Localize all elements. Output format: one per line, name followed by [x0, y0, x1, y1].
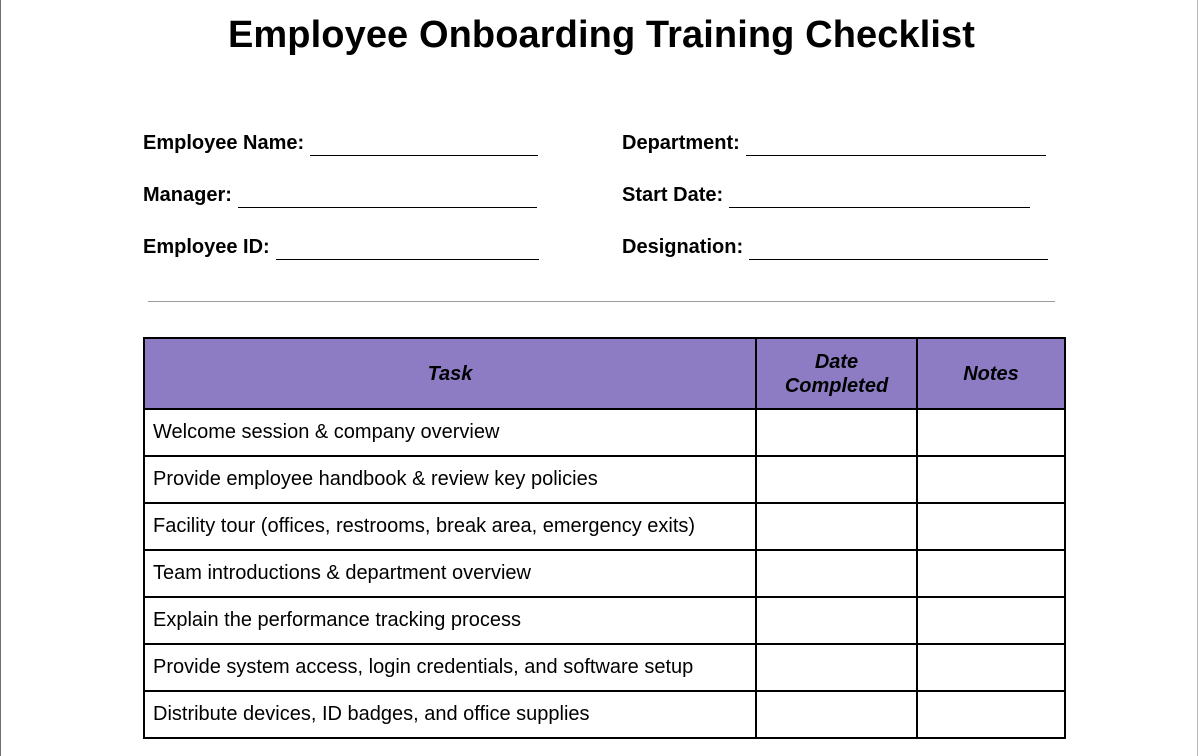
- date-completed-cell[interactable]: [756, 644, 917, 691]
- employee-id-label: Employee ID:: [143, 236, 270, 258]
- table-row: [144, 456, 1065, 503]
- date-completed-cell[interactable]: [756, 409, 917, 456]
- date-header-line2: Completed: [784, 374, 889, 397]
- section-divider: [148, 301, 1055, 302]
- manager-label: Manager:: [143, 184, 232, 206]
- start-date-line[interactable]: [729, 185, 1030, 208]
- task-cell: Welcome session & company overview: [144, 409, 756, 456]
- date-header-line1: Date: [814, 350, 859, 373]
- start-date-label: Start Date:: [622, 184, 724, 206]
- employee-id-line[interactable]: [276, 237, 539, 260]
- onboarding-checklist-table: [143, 337, 1066, 739]
- date-completed-cell[interactable]: [756, 503, 917, 550]
- date-completed-column-header: [756, 338, 917, 409]
- date-completed-cell[interactable]: [756, 550, 917, 597]
- table-row: [144, 597, 1065, 644]
- notes-cell[interactable]: [917, 550, 1065, 597]
- manager-line[interactable]: [238, 185, 537, 208]
- task-cell: Provide employee handbook & review key policies: [144, 456, 756, 503]
- task-column-header: [144, 338, 756, 409]
- designation-line[interactable]: [749, 237, 1048, 260]
- table-row: [144, 503, 1065, 550]
- notes-cell[interactable]: [917, 644, 1065, 691]
- manager-field: [143, 180, 537, 208]
- task-cell: Facility tour (offices, restrooms, break area, emergency exits): [144, 503, 756, 550]
- notes-cell[interactable]: [917, 691, 1065, 738]
- notes-cell[interactable]: [917, 456, 1065, 503]
- task-cell: Team introductions & department overview: [144, 550, 756, 597]
- employee-name-field: [143, 128, 538, 156]
- notes-column-header: [917, 338, 1065, 409]
- notes-cell[interactable]: [917, 409, 1065, 456]
- employee-name-label: Employee Name:: [143, 132, 305, 154]
- table-row: [144, 691, 1065, 738]
- notes-header-label: Notes: [963, 362, 1019, 385]
- task-cell: Provide system access, login credentials, and software setup: [144, 644, 756, 691]
- employee-name-line[interactable]: [310, 133, 538, 156]
- table-row: [144, 550, 1065, 597]
- date-completed-cell[interactable]: [756, 456, 917, 503]
- table-row: [144, 409, 1065, 456]
- page-title: Employee Onboarding Training Checklist: [227, 14, 976, 56]
- start-date-field: [622, 180, 1030, 208]
- designation-field: [622, 232, 1048, 260]
- department-line[interactable]: [746, 133, 1046, 156]
- notes-cell[interactable]: [917, 597, 1065, 644]
- task-cell: Explain the performance tracking process: [144, 597, 756, 644]
- notes-cell[interactable]: [917, 503, 1065, 550]
- table-row: [144, 644, 1065, 691]
- designation-label: Designation:: [622, 236, 744, 258]
- task-header-label: Task: [427, 362, 473, 385]
- department-field: [622, 128, 1046, 156]
- task-cell: Distribute devices, ID badges, and office supplies: [144, 691, 756, 738]
- date-completed-cell[interactable]: [756, 597, 917, 644]
- employee-id-field: [143, 232, 539, 260]
- department-label: Department:: [622, 132, 740, 154]
- date-completed-cell[interactable]: [756, 691, 917, 738]
- table-header-row: [144, 338, 1065, 409]
